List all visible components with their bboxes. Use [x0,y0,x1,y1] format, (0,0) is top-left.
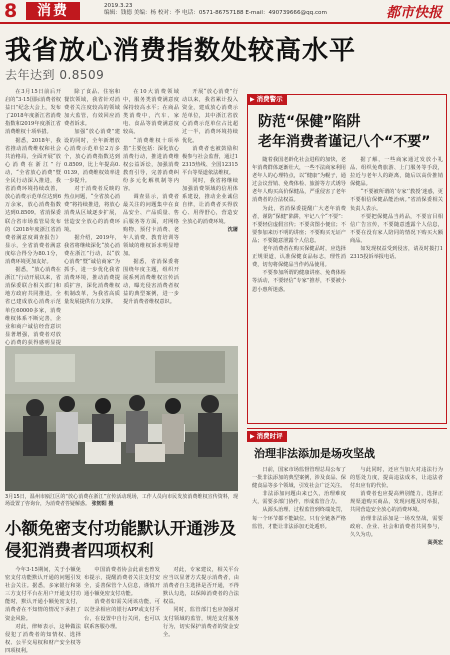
paragraph: 消费者也被鼓励积极参与社会监督，通过12315热线、全国12315平台等渠道依法维权。 [182,145,238,176]
paragraph: 据了解，一些商家通过发放小礼品、组织免费旅游、上门服务等手段，拉近与老年人的距离，随后以高价推销保健品。 [350,157,443,188]
lead-subhead: 去年达到 0.8509 [5,68,105,82]
paragraph: 消费者也应提高辨别能力，选择正规渠道购买商品，发现问题及时举报，共同营造安全放心的消费环境。 [350,491,443,514]
byline: 沈屠 [227,226,238,233]
story2-column-2 [84,566,160,638]
paragraph: 为此，省消保委提醒广大老年消费者，谨防“保健”陷阱，牢记八个“不要”：不要轻信虚假宣传；不要贪图小便宜；不要参加来历不明的讲座；不要购买无证产品；不要随意泄露个人信息。 [252,205,346,244]
paragraph: 从源头治理、过程监管到终端处罚，每一个环节都不能缺位。只有全链条严格监管，才能让非法添加无处遁形。 [252,507,346,530]
section-label: 消费 [26,2,80,20]
sidebar-tag-label: 消费警示 [256,95,283,103]
masthead-rule [0,22,450,24]
paragraph: “消费维权十项举措”主要包括：深化放心消费行动，推进消费维权公益诉讼，加强消费教育引导，完善消费纠纷多元化解机制等内容。 [123,137,179,193]
column-headline: 治理非法添加是场攻坚战 [254,447,375,460]
lead-column-4 [182,88,238,340]
byline: 高英宏 [427,539,443,546]
paragraph: 同时，监管部门也应加强对支付领域的监管，规范支付服务行为，切实保护消费者的资金安全。 [163,607,239,638]
paragraph: 同时，我省将继续加强消费领域的信用体系建设，推动企业诚信自律，让消费者买得放心、用得舒心，营造安全放心的消费环境。 [182,178,238,225]
lead-column-3 [123,88,179,340]
paragraph: 开展“放心消费”行动以来，我省累计投入资金，建成放心消费示范单位，其中浙江省放心消费示范单位占比超过一半，消费环境持续优化。 [182,89,238,144]
paper-name: 都市快报 [386,5,442,21]
photo-caption [5,494,238,509]
paragraph: 治理非法添加是一场攻坚战，需要政府、企业、社会和消费者共同参与，久久为功。 [350,515,443,538]
story2-headline: 小额免密支付功能默认开通涉及侵犯消费者四项权利 [5,519,236,560]
paragraph: 消费者如需关闭该功能，可以登录相应的银行APP或支付平台，在设置中自行关闭，也可以联系客服办理。 [84,599,160,630]
paragraph: 对此，律师表示，这种做法侵犯了消费者的知情权、选择权、公平交易权和财产安全权等四项权利。 [5,623,81,654]
paragraph: 据介绍，2019年，我省将继续深化“放心消费在浙江”行动，以“放心消费”暨“诚信商家”为抓手，进一步优化我省消费环境，推动消费提质扩容，深化消费维权机制改革，为我省高质量发展提供有力支撑。 [64,234,120,306]
paragraph: 中国消费者协会此前也曾发布提示，提醒消费者关注支付安全，妥善保管个人信息，谨慎开通小额免密支付功能。 [84,567,160,598]
paragraph: “不要被所谓的‘专家’‘教授’迷惑，更不要相信保健品能治病。”省消保委相关负责人表示。 [350,189,443,212]
sidebar-headline: 防范“保健”陷阱 老年消费者谨记八个“不要” [258,114,431,150]
paragraph: 不要把保健品当药品，不要盲目相信广告宣传，不要随意透露个人信息，不要在没有家人陪同的情况下购买大额商品。 [350,213,443,244]
sidebar-tag [247,94,287,105]
triangle-icon: ▶ [250,433,255,440]
paragraph: 不要参加所谓的健康讲座、免费体检等活动，不要轻信“专家”推荐，不要被小恩小惠所迷惑。 [252,270,346,293]
paragraph: 老年消费者在购买保健品时，应选择正规渠道，认准保健食品标志，理性消费，切勿将保健品当作药品使用。 [252,246,346,269]
column-tag-label: 消费时评 [256,432,283,440]
sidebar-column-1 [252,156,346,420]
paragraph: 据悉，“放心消费在浙江”行动开展以来，省消保委联合相关部门和地方政府共同推进，全省已建成放心消费示范单位60000多家，消费维权体系不断完善，企业和商户诚信经营意识显著增强，消费者对放心消费的获得感明显提 [5,267,61,346]
paragraph: 除了食品、住宿和餐饮领域，我省针对消费者关注度较高的领域加大监管，有效回应消费者诉求。 [64,89,120,128]
paragraph: 调查显示，消费者最关注的问题集中在食品安全、产品质量、售后服务等方面，对网络购物、预付卡消费、老年人消费、教育培训等领域的维权诉求明显增加。 [123,194,179,257]
page-number: 8 [4,0,18,22]
story2-column-1 [5,566,81,654]
column-text-2 [350,466,443,638]
paragraph: 今年3·15期间，关于小额免密支付功能默认开通的问题引发社会关注。据悉，多家银行和第三方支付平台在用户开通支付功能时，默认开通小额免密支付，消费者在不知情的情况下承担了资金风险。 [5,567,81,622]
lead-headline: 我省放心消费指数处较高水平 [5,36,357,66]
photo-credit: 张韧阳 摄 [91,501,114,508]
paragraph: 对于消费者反映的热点问题，“全省放心消费”将持续推进，将放心消费从区域逐步扩展，营造安全放心的消费环境。 [64,186,120,233]
masthead-meta [104,3,334,17]
caption-text: 3月15日，温州市瓯江区的“放心消费在浙江”宣传活动现场，工作人员向市民发放消费维权宣传资料，现场设置了咨询台，为消费者答疑解惑。 [5,494,238,508]
editor-line: 编辑：钱德 美编：杨 校对：李 电话：0571-86757188 E-mail：490739666@qq.com [104,10,327,16]
paragraph: 据悉，2018年，我省推动消费维权和社会共治格局，全面开展“放心消费在浙江”行动，“全省放心消费”暨全民行动深入推进，我省消费环境持续改善，放心消费示范单位达到6万余家，放心消费指数达到0.8509。省消保委联合省市场监管局发布的《2018年度浙江省消费者满意度调查报告》显示，全省消费者满意度综合得分为80.1分，消费环境更加友好。 [5,137,61,265]
paragraph: 如发现权益受到侵害，请及时拨打12315投诉举报电话。 [350,246,443,261]
paragraph: 非法添加问题由来已久，治理难度大，需要多部门协作，形成监管合力。 [252,491,346,506]
lead-column-2 [64,88,120,340]
paragraph: 日前，国家市场监督管理总局公布了一批非法添加的典型案例，涉及食品、保健食品等多个领域，引发社会广泛关注。 [252,467,346,490]
paragraph: 在3月15日前后开启的“3·15国际消费者权益日”纪念大会上，发布了2018年度浙江省消费指数和2019年度浙江省消费维权十项举措。 [5,89,61,136]
paragraph: 与此同时，还应当加大对违法行为的惩处力度，提高违法成本，让违法者付出应有的代价。 [350,467,443,490]
lead-column-1 [5,88,61,346]
story2-column-3 [163,566,239,638]
news-photo [5,346,238,491]
column-text-1 [252,466,346,638]
photo-illustration [5,346,238,491]
triangle-icon: ▶ [250,96,255,103]
masthead [0,0,450,22]
paragraph: 据悉，省消保委将围绕年度主题，组织开展系列消费维权宣传活动，曝光侵害消费者权益的典型案例，进一步提升消费者维权意识。 [123,258,179,306]
paragraph: 加强“放心消费”建设的同时，全年新增放心消费示范单位2万多个，放心消费指数达到0.8509，比上年提高0.0139，消费维权效率进一步提升。 [64,129,120,185]
paragraph: 随着我国老龄化社会进程的加快，老年消费群体逐渐壮大，一些不法商家利用老年人的心理特点，以“健康”为幌子，通过会议营销、免费体检、旅游等方式诱导老年人购买高价保健品，严重侵害了老年消费者的合法权益。 [252,157,346,204]
paragraph: 对此，专家建议，相关平台应当以显著方式提示消费者，由消费者自主选择是否开通，不得默认勾选，以保障消费者的合法权益。 [163,567,239,606]
paragraph: 在10大消费领域中，服务类消费满意度保持较高水平；在商品类消费中，汽车、家电、食品等消费满意度较高。 [123,89,179,136]
sidebar-column-2 [350,156,443,420]
column-divider [247,428,447,429]
date-line: 2019.3.23 [104,3,133,9]
column-tag [247,431,287,442]
